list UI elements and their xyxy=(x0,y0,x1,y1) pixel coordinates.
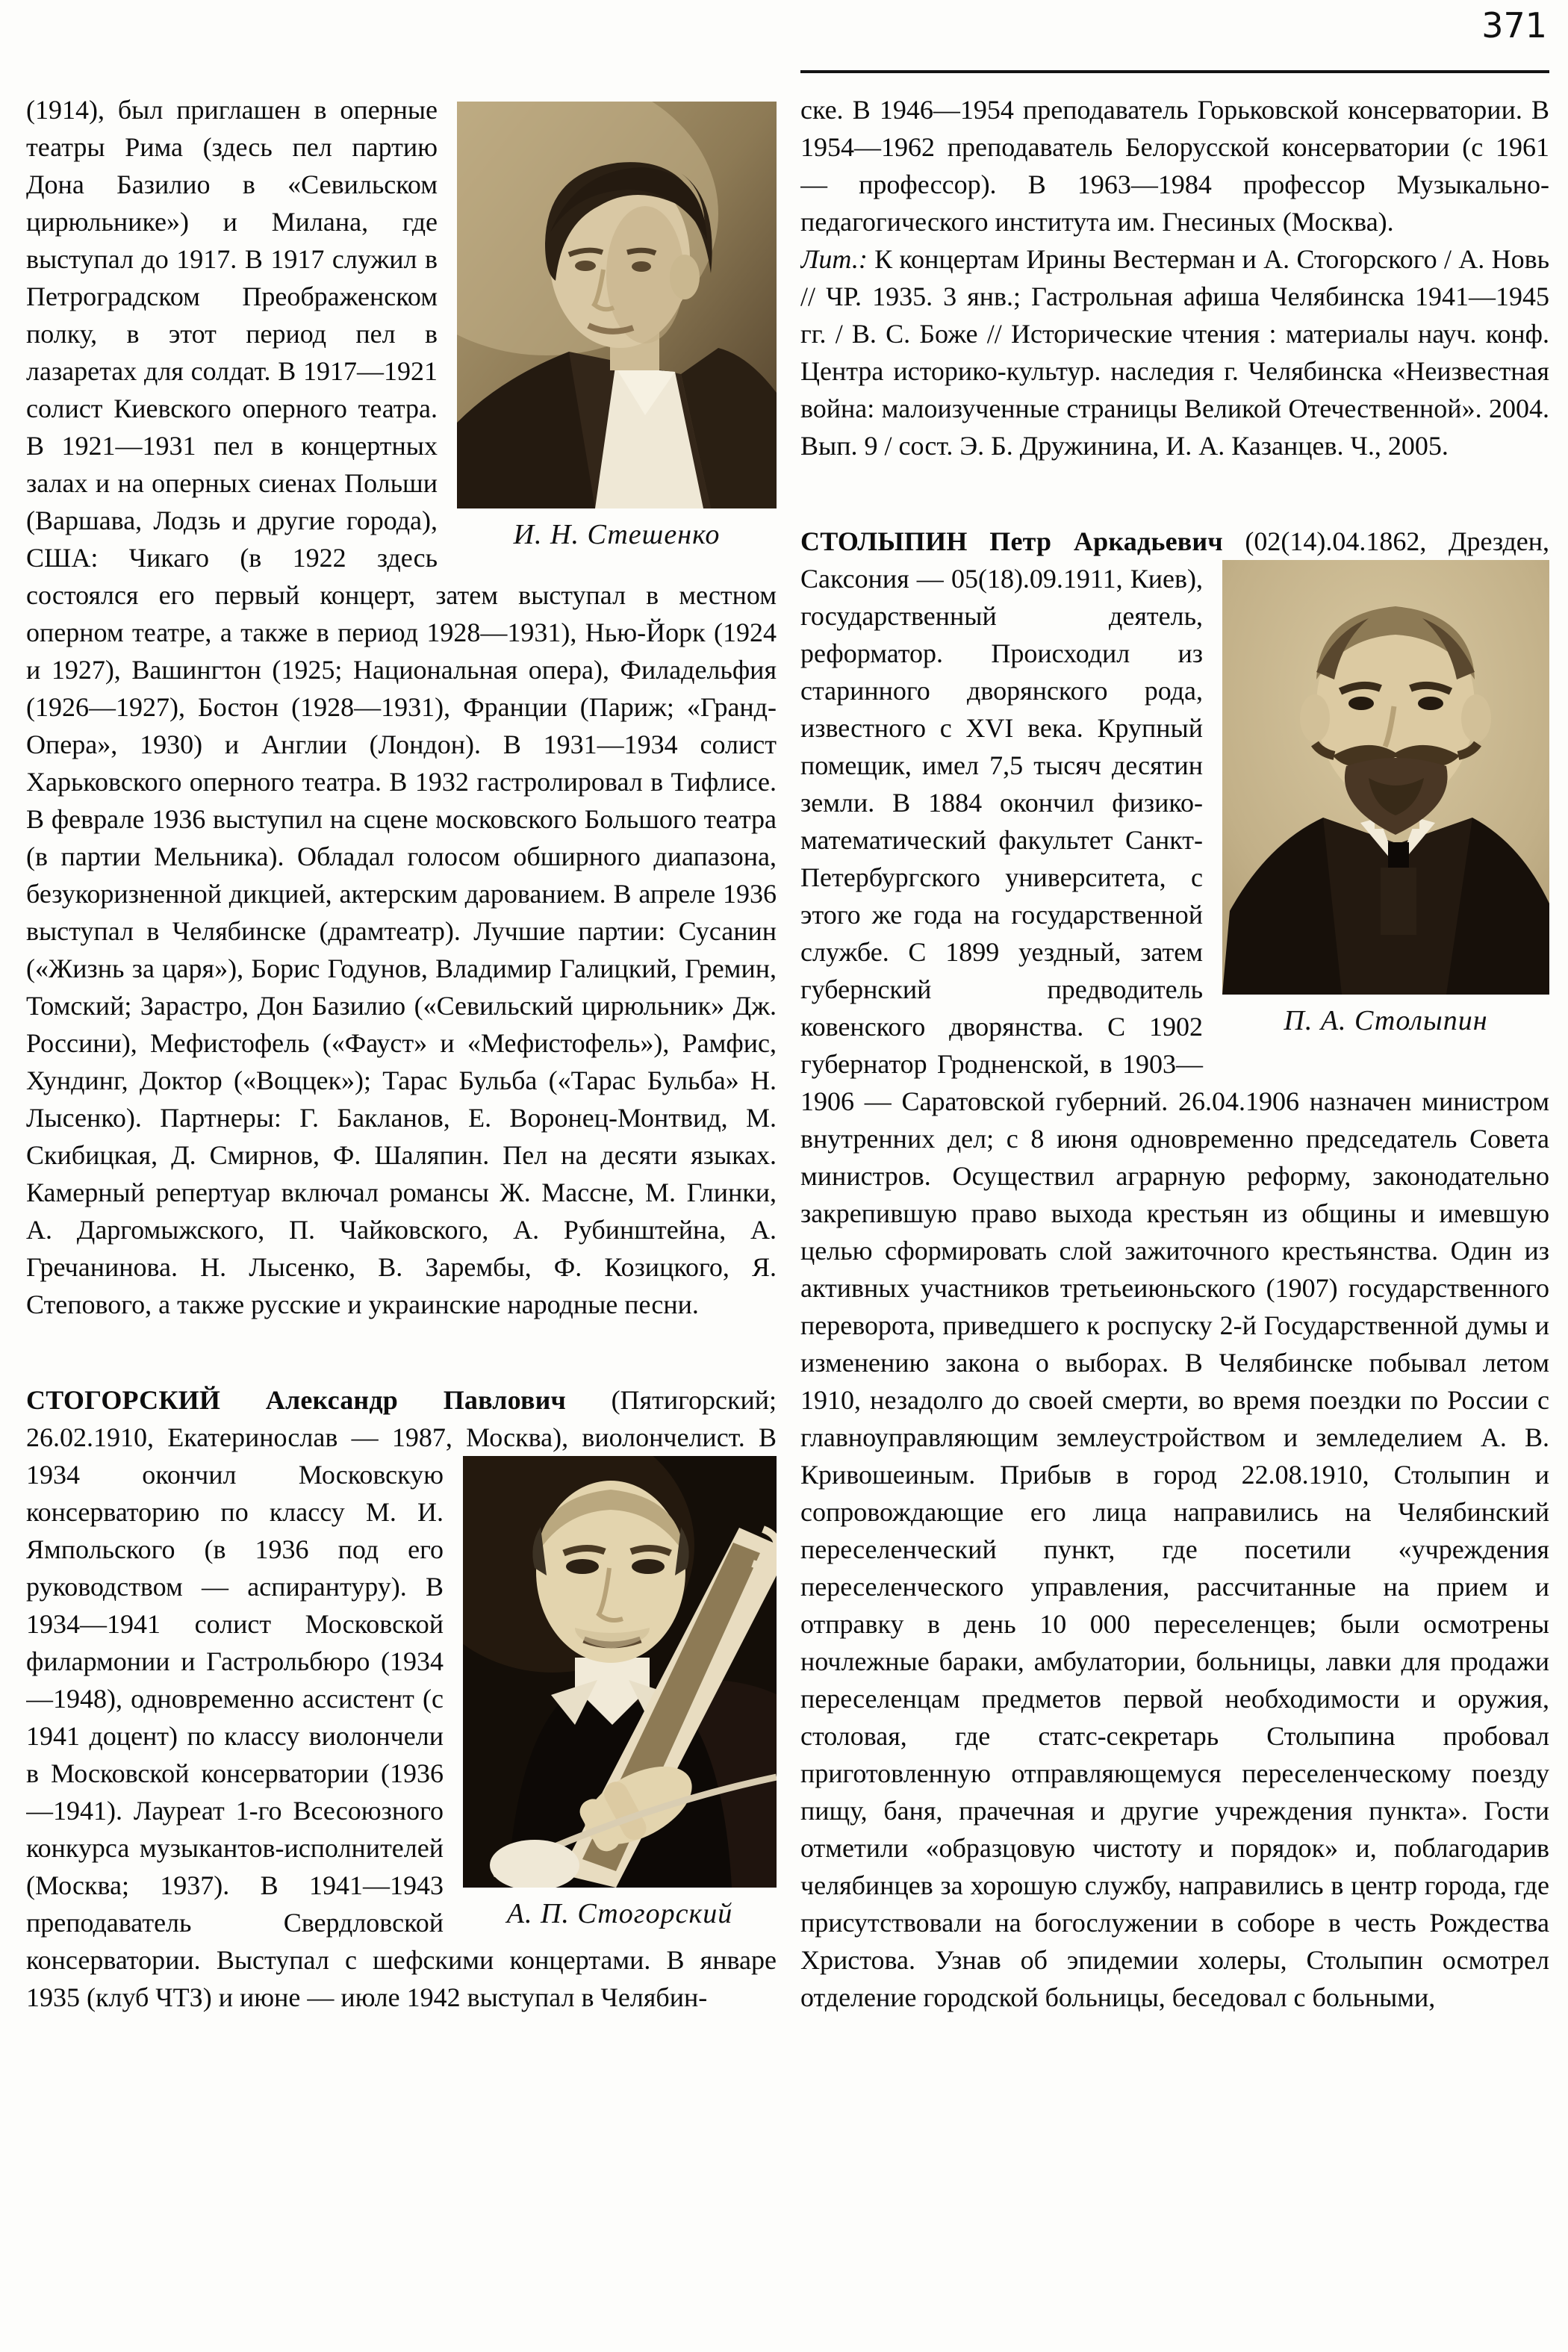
page-number: 371 xyxy=(1481,5,1547,46)
stolypin-portrait-photo xyxy=(1222,560,1549,995)
stolypin-article xyxy=(800,523,1549,2016)
left-column xyxy=(26,91,777,2340)
stogorsky-continuation-paragraph xyxy=(800,91,1549,240)
stogorsky-article xyxy=(26,1381,777,2016)
steshenko-continuation-paragraph xyxy=(26,91,777,1323)
right-column xyxy=(800,91,1549,2340)
stolypin-figure xyxy=(1222,560,1549,1038)
steshenko-figure xyxy=(457,102,777,552)
steshenko-article-text: (1914), был приглашен в оперные театры Рима (здесь пел партию Дона Базилио в «Севильском цирюльнике») и Милана, где выступал до 1917. В 1917 служил в Петроградском Преображенском полку, в этот период пел в лазаретах для солдат. В 1917—1921 солист Киевского оперного театра. В 1921—1931 пел в концертных залах и на оперных сиенах Польши (Варшава, Лодзь и другие города), США: Чикаго (в 1922 здесь состоялся его первый концерт, затем выступал в местном оперном театре, а также в период 1928—1931), Нью-Йорк (1924 и 1927), Вашингтон (1925; Национальная опера), Филадельфия (1926—1927), Бостон (1928—1931), Франции (Париж; «Гранд-Опера», 1930) и Англии (Лондон). В 1931—1934 солист Харьковского оперного театра. В 1932 гастролировал в Тифлисе. В феврале 1936 выступил на сцене московского Большого театра (в партии Мельника). Обладал голосом обширного диапазона, безукоризненной дикцией, актерским дарованием. В апреле 1936 выступал в Челябинске (драмтеатр). Лучшие партии: Сусанин («Жизнь за царя»), Борис Годунов, Владимир Галицкий, Гремин, Томский; Зарастро, Дон Базилио («Севильский цирюльник» Дж. Россини), Мефистофель («Фауст» и «Мефистофель»), Рамфис, Хундинг, Доктор («Воццек»); Тарас Бульба («Тарас Бульба» Н. Лысенко). Партнеры: Г. Бакланов, Е. Воронец-Монтвид, М. Скибицкая, Д. Смирнов, Ф. Шаляпин. Пел на десяти языках. Камерный репертуар включал романсы Ж. Массне, М. Глинки, А. Даргомыжского, П. Чайковского, А. Рубинштейна, А. Гречанинова. Н. Лысенко, В. Зарембы, Ф. Козицкого, Я. Степового, а также русские и украинские народные песни. xyxy=(26,95,777,1319)
stogorsky-continuation-text: ске. В 1946—1954 преподаватель Горьковской консерватории. В 1954—1962 преподаватель Белорусской консерватории (с 1961 — профессор). В 1963—1984 профессор Музыкально-педагогического института им. Гнесиных (Москва). xyxy=(800,95,1549,237)
stolypin-text-after-photo: государственный деятель, реформатор. Происходил из старинного дворянского рода, известного с XVI века. Крупный помещик, имел 7,5 тысяч десятин земли. В 1884 окончил физико-математический факультет Санкт-Петербургского университета, с этого же года на государственной службе. С 1899 уездный, затем губернский предводитель ковенского дворянства. С 1902 губернатор Гродненской, в 1903—1906 — Саратовской губерний. 26.04.1906 назначен министром внутренних дел; с 8 июня одновременно председатель Совета министров. Осуществил аграрную реформу, законодательно закрепившую право выхода крестьян из общины и имевшую целью сформировать слой зажиточного крестьянства. Один из активных участников третьеиюньского (1907) государственного переворота, приведшего к роспуску 2-й Государственной думы и изменению закона о выборах. В Челябинске побывал летом 1910, незадолго до своей смерти, во время поездки по России с главноуправляющим землеустройством и земледелием А. В. Кривошеиным. Прибыв в город 22.08.1910, Столыпин и сопровождающие его лица направились на Челябинский переселенческий пункт, где посетили «учреждения переселенческого управления, рассчитанные на прием и отправку в день 10 000 переселенцев; были осмотрены ночлежные бараки, амбулатории, больницы, лавки для продажи переселенцам предметов первой необходимости и оружия, столовая, где статс-секретарь Столыпина пробовал приготовленную отправляющемуся переселенческому поезду пищу, баня, прачечная и другие учреждения пункта». Гости отметили «образцовую чистоту и порядок» и, поблагодарив челябинцев за хорошую службу, направились в центр города, где присутствовали на богослужении в соборе в честь Рождества Христова. Узнав об эпидемии холеры, Столыпин осмотрел отделение городской больницы, беседовал с больными, xyxy=(800,601,1549,2012)
literature-paragraph xyxy=(800,240,1549,464)
stolypin-headword: СТОЛЫПИН Петр Аркадьевич xyxy=(800,526,1223,556)
stogorsky-text-before-photo: (Пятигорский; 26.02.1910, Екатеринослав — 1987, Москва), xyxy=(26,1385,777,1452)
literature-label: Лит.: xyxy=(800,244,868,274)
stogorsky-photo-caption: А. П. Стогорский xyxy=(506,1898,733,1929)
literature-text: К концертам Ирины Вестерман и А. Стогорского / А. Новь // ЧР. 1935. 3 янв.; Гастрольная афиша Челябинска 1941—1945 гг. / В. С. Боже // Исторические чтения : материалы науч. конф. Центра историко-культур. наследия г. Челябинска «Неизвестная война: малоизученные страницы Великой Отечественной». 2004. Вып. 9 / сост. Э. Б. Дружинина, И. А. Казанцев. Ч., 2005. xyxy=(800,244,1549,461)
stolypin-photo-caption: П. А. Столыпин xyxy=(1284,1005,1488,1036)
stogorsky-figure xyxy=(463,1456,777,1931)
stogorsky-portrait-photo xyxy=(463,1456,777,1888)
stogorsky-headword: СТОГОРСКИЙ Александр Павлович xyxy=(26,1385,567,1415)
steshenko-photo-caption: И. Н. Стешенко xyxy=(513,519,721,550)
steshenko-portrait-photo xyxy=(457,102,777,508)
stolypin-text-before-photo: (02(14).04.1862, Дрезден, Саксония — 05(18).09.1911, Киев), xyxy=(800,526,1549,594)
stogorsky-text-after-photo: виолончелист. В 1934 окончил Московскую консерваторию по классу М. И. Ямпольского (в 1936 под его руководством — аспирантуру). В 1934—1941 солист Московской филармонии и Гастрольбюро (1934—1948), одновременно ассистент (с 1941 доцент) по классу виолончели в Московской консерватории (1936—1941). Лауреат 1-го Всесоюзного конкурса музыкантов-исполнителей (Москва; 1937). В 1941—1943 преподаватель Свердловской консерватории. Выступал с шефскими концертами. В январе 1935 (клуб ЧТЗ) и июне — июле 1942 выступал в Челябин- xyxy=(26,1422,777,2012)
header-rule xyxy=(800,70,1549,73)
